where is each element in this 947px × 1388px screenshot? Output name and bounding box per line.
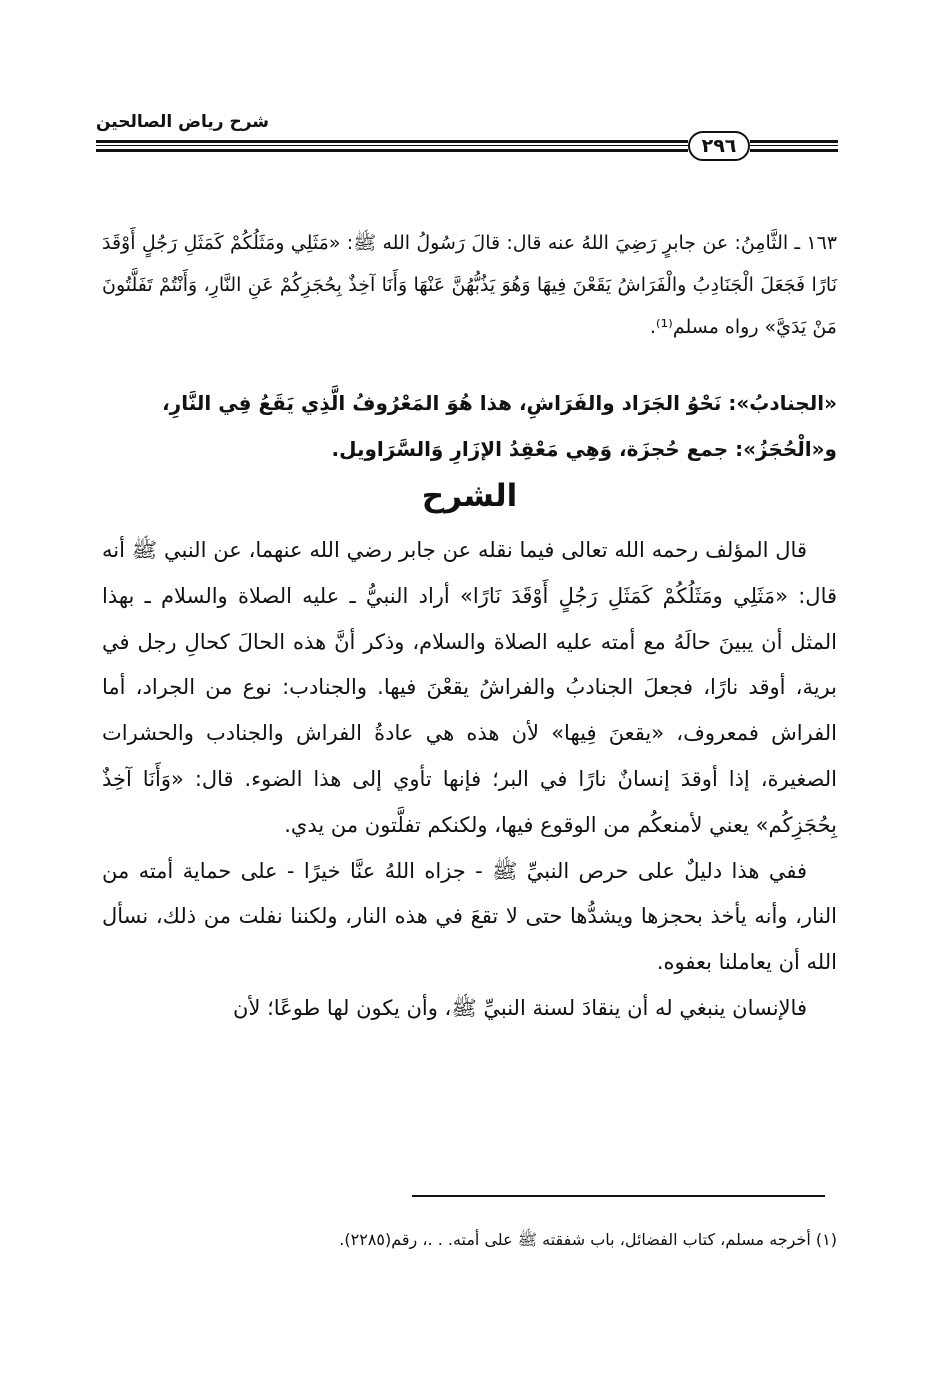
running-title: شرح رياض الصالحين bbox=[96, 112, 270, 132]
footnote: (١) أخرجه مسلم، كتاب الفضائل، باب شفقته ﷺ على أمته. . .، رقم(٢٢٨٥). bbox=[339, 1230, 837, 1249]
explanation-block bbox=[102, 528, 837, 1032]
gloss-line-2: و«الْحُجَزُ»: جمع حُجزَة، وَهِي مَعْقِدُ الإزَارِ وَالسَّرَاويل. bbox=[331, 437, 837, 461]
explanation-paragraph-3: فالإنسان ينبغي له أن ينقادَ لسنة النبيِّ ﷺ، وأن يكون لها طوعًا؛ لأن bbox=[233, 995, 807, 1020]
hadith-text: ١٦٣ ـ الثَّامِنُ: عن جابرٍ رَضِيَ اللهُ عنه قال: قالَ رَسُولُ الله ﷺ: «مَثَلِي ومَثَلُكُمْ كَمَثَلِ رَجُلٍ أَوْقَدَ نَارًا فَجَعَلَ الْجَنَادِبُ والْفَرَاشُ يَقَعْنَ فِيهَا وَهُوَ يَذُبُّهُنَّ عَنْهَا وَأَنَا آخِذٌ بِحُجَزِكُمْ عَنِ النَّارِ، وَأَنْتُمْ تَفَلَّتُونَ مَنْ يَدَيَّ» رواه مسلم⁽¹⁾. bbox=[102, 232, 837, 338]
page-number: ٢٩٦ bbox=[688, 131, 750, 161]
section-heading: الشرح bbox=[421, 478, 518, 514]
gloss-line-1: «الجنادبُ»: نَحْوُ الجَرَاد والفَرَاشِ، هذا هُوَ المَعْرُوفُ الَّذِي يَقَعُ فِي النَّارِ، bbox=[162, 391, 837, 415]
header-rule-right bbox=[750, 140, 838, 152]
gloss-block bbox=[102, 380, 837, 472]
footnote-separator bbox=[412, 1195, 825, 1197]
explanation-paragraph-2: ففي هذا دليلٌ على حرص النبيِّ ﷺ - جزاه اللهُ عنَّا خيرًا - على حماية أمته من النار، وأنه يأخذ بحجزها ويشدُّها حتى لا تقعَ في هذه النار، ولكننا نفلت من ذلك، نسأل الله أن يعاملنا بعفوه. bbox=[102, 858, 837, 975]
explanation-paragraph-1: قال المؤلف رحمه الله تعالى فيما نقله عن جابر رضي الله عنهما، عن النبي ﷺ أنه قال: «مَثَلِي ومَثَلُكُمْ كَمَثَلِ رَجُلٍ أَوْقَدَ نَارًا» أراد النبيُّ ـ عليه الصلاة والسلام ـ بهذا المثل أن يبينَ حالَهُ مع أمته عليه الصلاة والسلام، وذكر أنَّ هذه الحالَ كحالِ رجل في برية، أوقد نارًا، فجعلَ الجنادبُ والفراشُ يقعْنَ فيها. والجنادب: نوع من الجراد، أما الفراش فمعروف، «يقعنَ فِيها» لأن هذه هي عادةُ الفراش والجنادب والحشرات الصغيرة، إذا أوقدَ إنسانٌ نارًا في البر؛ فإنها تأوي إلى هذا الضوء. قال: «وَأَنَا آخِذٌ بِحُجَزِكُم» يعني لأمنعكُم من الوقوع فيها، ولكنكم تفلَّتون من يدي. bbox=[102, 538, 837, 837]
header-rule-left bbox=[96, 140, 688, 152]
